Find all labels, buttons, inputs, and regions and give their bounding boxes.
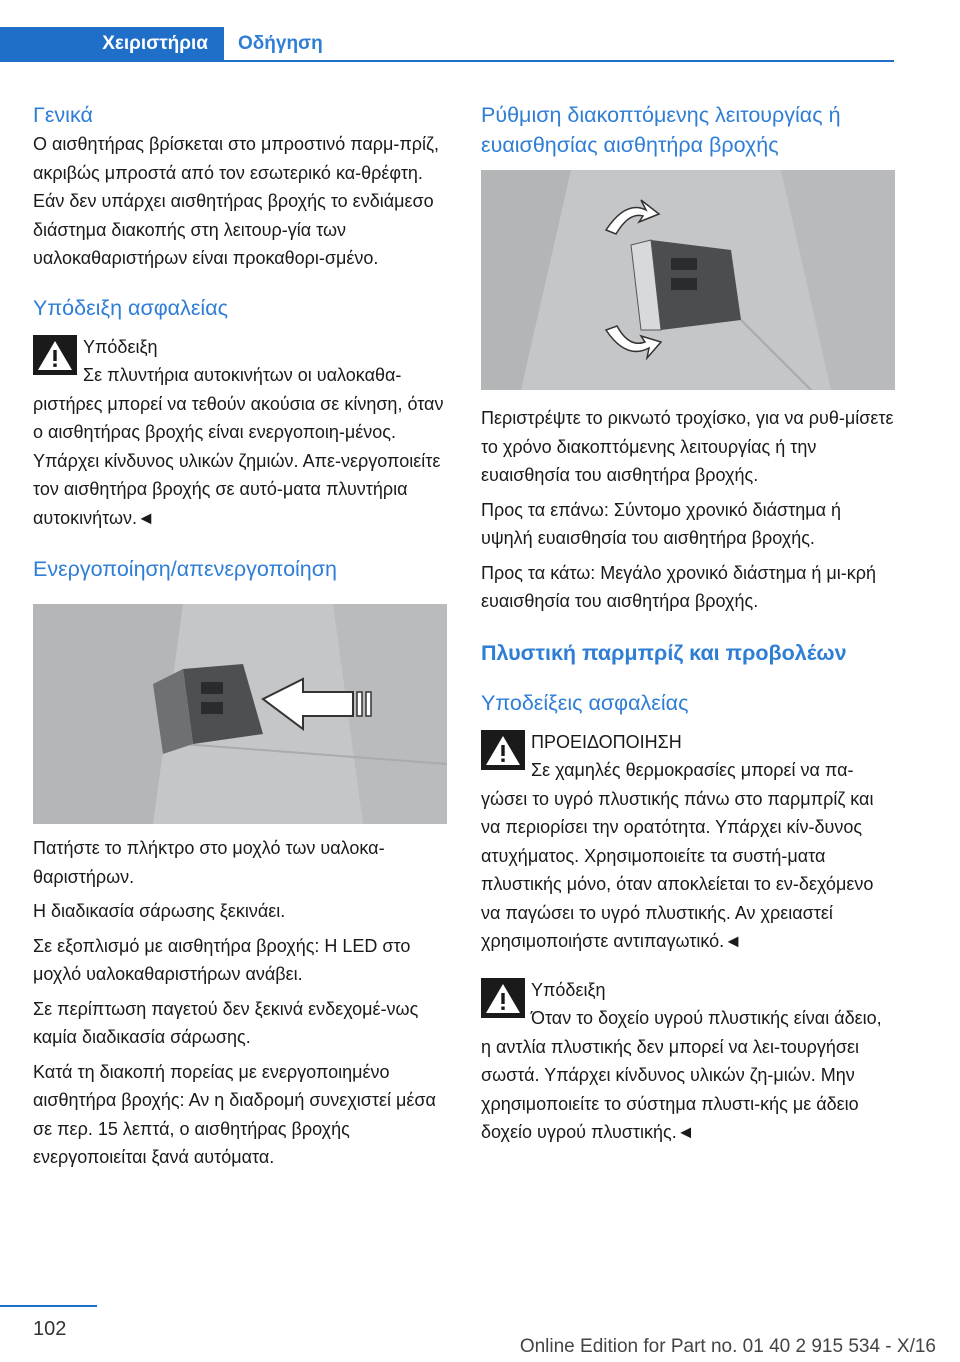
activation-text-5: Κατά τη διακοπή πορείας με ενεργοποιημένο αισθητήρα βροχής: Αν η διαδρομή συνεχιστεί μέσα σε περ. 15 λεπτά, ο αισθητήρας βροχής ενεργοποιείται ξανά αυτόματα. (33, 1061, 436, 1167)
activation-heading: Ενεργοποίηση/απενεργοποίηση (33, 557, 337, 581)
note-text: Σε πλυντήρια αυτοκινήτων οι υαλοκαθα-ριστήρες μπορεί να τεθούν ακούσια σε κίνηση, όταν ο αισθητήρας βροχής είναι ενεργοποιη-μένος. Υπάρχει κίνδυνος υλικών ζημιών. Απε-νεργοποιείτε τον αισθητήρα βροχής σε αυτό-ματα πλυντήρια αυτοκινήτων.◄ (33, 365, 444, 528)
warning-triangle-icon (33, 335, 77, 375)
header-divider (0, 60, 894, 62)
wiper-stalk-illustration (33, 604, 447, 824)
header-bar (0, 0, 960, 64)
note-text-2: Όταν το δοχείο υγρού πλυστικής είναι άδειο, η αντλία πλυστικής δεν μπορεί να λει-τουργήσει σωστά. Υπάρχει κίνδυνος υλικών ζη-μιών. Μην χρησιμοποιείτε το σύστημα πλυστι-κής με άδειο δοχείο υγρού πλυστικής.◄ (481, 1008, 882, 1142)
warning-text: Σε χαμηλές θερμοκρασίες μπορεί να πα-γώσει το υγρό πλυστικής πάνω στο παρμπρίζ και να περιορίσει την ορατότητα. Υπάρχει κίν-δυνος ατυχήματος. Χρησιμοποιείτε τα συστή-ματα πλυστικής μόνο, όταν αποκλείεται το εν-δεχόμενο να παγώσει το υγρό πλυστικής. Αν χρειαστεί χρησιμοποιήστε αντιπαγωτικό.◄ (481, 760, 874, 951)
adjust-text-3: Προς τα κάτω: Μεγάλο χρονικό διάστημα ή μι-κρή ευαισθησία του αισθητήρα βροχής. (481, 562, 876, 611)
adjust-heading: Ρύθμιση διακοπτόμενης λειτουργίας ή ευαισθησίας αισθητήρα βροχής (481, 103, 841, 157)
general-heading: Γενικά (33, 103, 93, 127)
activation-text-3: Σε εξοπλισμό με αισθητήρα βροχής: Η LED στο μοχλό υαλοκαθαριστήρων ανάβει. (33, 935, 411, 984)
page-number: 102 (33, 1318, 67, 1340)
note-block (33, 333, 447, 533)
activation-text-2: Η διαδικασία σάρωσης ξεκινάει. (33, 901, 286, 921)
tab-controls[interactable]: Χειριστήρια (0, 27, 224, 61)
wiper-wheel-illustration (481, 170, 895, 390)
note-label-2: Υπόδειξη (531, 979, 606, 1000)
activation-text-4: Σε περίπτωση παγετού δεν ξεκινά ενδεχομέ-νως καμία διαδικασία σάρωσης. (33, 998, 419, 1047)
footer-divider (0, 1305, 97, 1307)
activation-text-1: Πατήστε το πλήκτρο στο μοχλό των υαλοκα-θαριστήρων. (33, 838, 385, 887)
right-column (481, 100, 895, 1147)
wiper-wheel-image (481, 170, 895, 390)
note-label: Υπόδειξη (83, 336, 158, 357)
general-text: Ο αισθητήρας βρίσκεται στο μπροστινό παρμ-πρίζ, ακριβώς μπροστά από τον εσωτερικό κα-θρέφτη. Εάν δεν υπάρχει αισθητήρας βροχής το ενδιάμεσο διάστημα διακοπής στη λειτουρ-γία των υαλοκαθαριστήρων είναι προκαθορι-σμένο. (33, 134, 439, 268)
warning-label: ΠΡΟΕΙΔΟΠΟΙΗΣΗ (531, 731, 682, 752)
adjust-text-1: Περιστρέψτε το ρικνωτό τροχίσκο, για να ρυθ-μίσετε το χρόνο διακοπτόμενης λειτουργίας ή την ευαισθησία του αισθητήρα βροχής. (481, 408, 894, 485)
safety-note-heading: Υπόδειξη ασφαλείας (33, 295, 228, 320)
warning-triangle-icon (481, 978, 525, 1018)
adjust-text-2: Προς τα επάνω: Σύντομο χρονικό διάστημα ή υψηλή ευαισθησία του αισθητήρα βροχής. (481, 499, 841, 548)
warning-block (481, 728, 895, 956)
washer-heading: Πλυστική παρμπρίζ και προβολέων (481, 640, 847, 665)
edition-footer: Online Edition for Part no. 01 40 2 915 534 - X/16 (519, 1336, 936, 1357)
wiper-stalk-button-image (33, 604, 447, 824)
washer-safety-heading: Υποδείξεις ασφαλείας (481, 690, 689, 715)
warning-triangle-icon (481, 730, 525, 770)
left-column (33, 100, 447, 1172)
tab-driving[interactable]: Οδήγηση (238, 33, 323, 54)
note-block-2 (481, 976, 895, 1147)
